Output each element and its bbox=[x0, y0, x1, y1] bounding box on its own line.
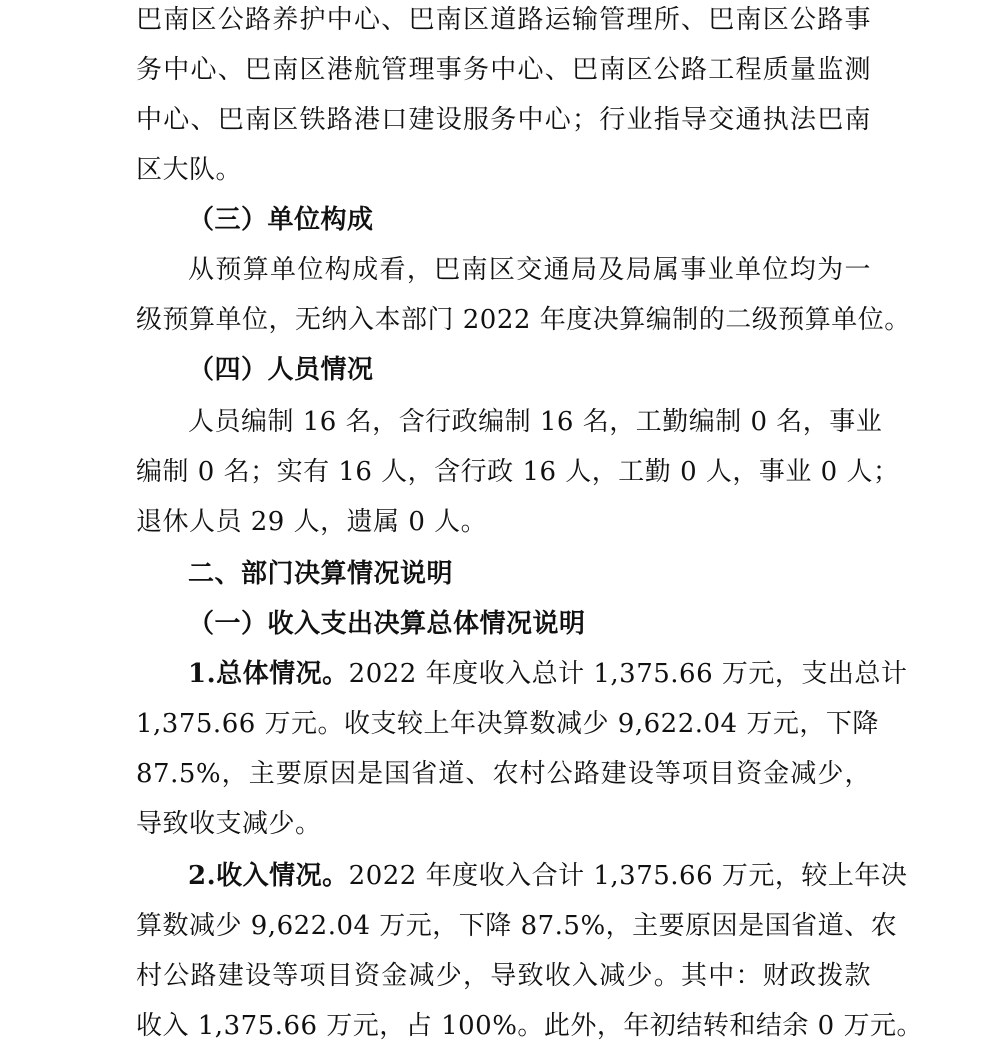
item-text: 2022 年度收入合计 1,375.66 万元，较上年决 bbox=[348, 861, 908, 891]
item-income-first-line bbox=[188, 850, 908, 902]
paragraph-line: 算数减少 9,622.04 万元，下降 87.5%，主要原因是国省道、农 bbox=[136, 911, 898, 941]
paragraph-line: 导致收支减少。 bbox=[136, 809, 322, 839]
paragraph-line: 人员编制 16 名，含行政编制 16 名，工勤编制 0 名，事业 bbox=[188, 407, 883, 437]
subsection-title-income-expenditure: （一）收入支出决算总体情况说明 bbox=[188, 609, 586, 639]
part-title-final-accounts: 二、部门决算情况说明 bbox=[188, 559, 454, 589]
item-lead-income: 2.收入情况。 bbox=[188, 861, 349, 891]
paragraph-line: 村公路建设等项目资金减少，导致收入减少。其中：财政拨款 bbox=[136, 961, 871, 991]
section-title-unit-composition: （三）单位构成 bbox=[188, 205, 374, 235]
paragraph-line: 87.5%，主要原因是国省道、农村公路建设等项目资金减少， bbox=[136, 759, 871, 789]
item-text: 2022 年度收入总计 1,375.66 万元，支出总计 bbox=[348, 659, 908, 689]
paragraph-line: 1,375.66 万元。收支较上年决算数减少 9,622.04 万元，下降 bbox=[136, 709, 879, 739]
paragraph-line: 区大队。 bbox=[136, 155, 243, 185]
paragraph-line: 务中心、巴南区港航管理事务中心、巴南区公路工程质量监测 bbox=[136, 55, 871, 85]
section-title-personnel: （四）人员情况 bbox=[188, 355, 374, 385]
paragraph-line: 收入 1,375.66 万元，占 100%。此外，年初结转和结余 0 万元。 bbox=[136, 1011, 923, 1041]
paragraph-line: 编制 0 名；实有 16 人，含行政 16 人，工勤 0 人，事业 0 人； bbox=[136, 457, 900, 487]
paragraph-line: 巴南区公路养护中心、巴南区道路运输管理所、巴南区公路事 bbox=[136, 5, 871, 35]
item-overall-first-line bbox=[188, 648, 908, 700]
item-lead-overall: 1.总体情况。 bbox=[188, 659, 349, 689]
paragraph-line: 从预算单位构成看，巴南区交通局及局属事业单位均为一 bbox=[188, 255, 871, 285]
paragraph-line: 退休人员 29 人，遗属 0 人。 bbox=[136, 507, 488, 537]
paragraph-line: 中心、巴南区铁路港口建设服务中心；行业指导交通执法巴南 bbox=[136, 105, 871, 135]
paragraph-line: 级预算单位，无纳入本部门 2022 年度决算编制的二级预算单位。 bbox=[136, 305, 911, 335]
